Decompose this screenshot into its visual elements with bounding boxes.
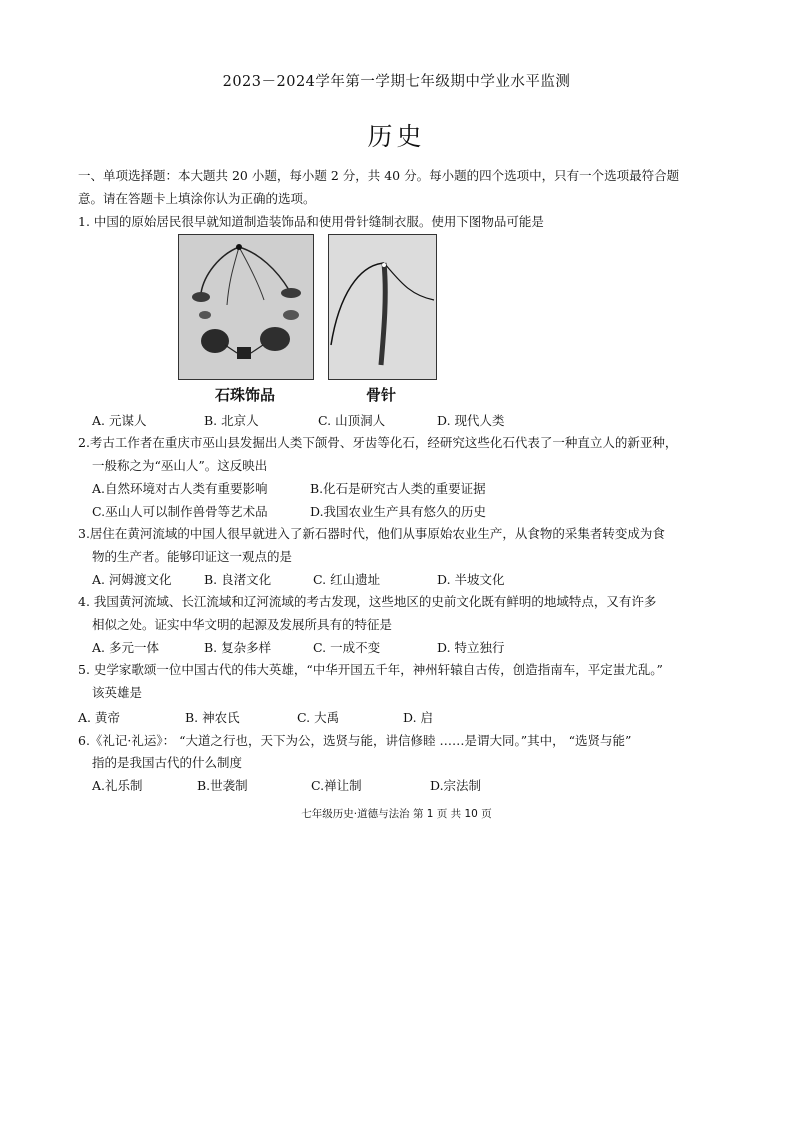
q4-option-c[interactable]: C. 一成不变 (313, 640, 381, 655)
q5-option-b[interactable]: B. 神农氏 (185, 710, 240, 725)
q2-option-d[interactable]: D.我国农业生产具有悠久的历史 (310, 504, 487, 519)
question-1-stem: 1. 中国的原始居民很早就知道制造装饰品和使用骨针缝制衣服。使用下图物品可能是 (78, 214, 544, 229)
q2-option-c[interactable]: C.巫山人可以制作兽骨等艺术品 (92, 504, 268, 519)
q6-option-c[interactable]: C.禅让制 (311, 778, 362, 793)
question-3-stem-line1: 3.居住在黄河流域的中国人很早就进入了新石器时代，他们从事原始农业生产，从食物的采集者转变成为食 (78, 526, 665, 541)
q2-option-a[interactable]: A.自然环境对古人类有重要影响 (92, 481, 268, 496)
q1-option-c[interactable]: C. 山顶洞人 (318, 413, 386, 428)
q6-option-b[interactable]: B.世袭制 (197, 778, 248, 793)
question-2-stem-line2: 一般称之为“巫山人”。这反映出 (92, 458, 268, 473)
q4-option-d[interactable]: D. 特立独行 (437, 640, 505, 655)
figure-caption-bone-needle: 骨针 (365, 386, 396, 404)
q1-option-d[interactable]: D. 现代人类 (437, 413, 505, 428)
question-4-stem-line1: 4. 我国黄河流域、长江流域和辽河流域的考古发现，这些地区的史前文化既有鲜明的地域特点，又有许多 (78, 594, 657, 609)
q3-option-d[interactable]: D. 半坡文化 (437, 572, 505, 587)
q4-option-b[interactable]: B. 复杂多样 (204, 640, 272, 655)
question-4-stem-line2: 相似之处。证实中华文明的起源及发展所具有的特征是 (92, 617, 393, 632)
question-5-stem-line2: 该英雄是 (92, 685, 143, 700)
section-instructions-line1: 一、单项选择题：本大题共 20 小题，每小题 2 分，共 40 分。每小题的四个选项中，只有一个选项最符合题 (78, 168, 680, 183)
q3-option-c[interactable]: C. 红山遗址 (313, 572, 381, 587)
figure-caption-stone-beads: 石珠饰品 (214, 386, 275, 404)
section-instructions-line2: 意。请在答题卡上填涂你认为正确的选项。 (78, 191, 316, 206)
q6-option-a[interactable]: A.礼乐制 (92, 778, 143, 793)
q5-option-a[interactable]: A. 黄帝 (78, 710, 120, 725)
stone-bead-ornament-image (178, 234, 314, 380)
q5-option-c[interactable]: C. 大禹 (297, 710, 340, 725)
q1-option-a[interactable]: A. 元谋人 (92, 413, 147, 428)
question-5-stem-line1: 5. 史学家歌颂一位中国古代的伟大英雄，“中华开国五千年，神州轩辕自古传，创造指南车，平定蚩尤乱。” (78, 662, 663, 677)
question-2-stem-line1: 2.考古工作者在重庆市巫山县发掘出人类下颌骨、牙齿等化石，经研究这些化石代表了一种直立人的新亚种， (78, 435, 678, 450)
q1-option-b[interactable]: B. 北京人 (204, 413, 259, 428)
subject-title: 历史 (367, 122, 426, 151)
q2-option-b[interactable]: B.化石是研究古人类的重要证据 (310, 481, 486, 496)
stone-bead-ornament-drawing (179, 235, 313, 379)
q4-option-a[interactable]: A. 多元一体 (92, 640, 159, 655)
q5-option-d[interactable]: D. 启 (403, 710, 434, 725)
q3-option-a[interactable]: A. 河姆渡文化 (92, 572, 172, 587)
question-3-stem-line2: 物的生产者。能够印证这一观点的是 (92, 549, 293, 564)
question-6-stem-line2: 指的是我国古代的什么制度 (92, 755, 243, 770)
q3-option-b[interactable]: B. 良渚文化 (204, 572, 272, 587)
q6-option-d[interactable]: D.宗法制 (430, 778, 482, 793)
bone-needle-image (328, 234, 437, 380)
page-footer: 七年级历史·道德与法治 第 1 页 共 10 页 (301, 808, 492, 820)
bone-needle-drawing (329, 235, 436, 379)
question-6-stem-line1: 6.《礼记·礼运》： “大道之行也，天下为公，选贤与能，讲信修睦 ……是谓大同。”其中， “选贤与能” (78, 733, 632, 748)
exam-header: 2023－2024学年第一学期七年级期中学业水平监测 (222, 74, 571, 90)
